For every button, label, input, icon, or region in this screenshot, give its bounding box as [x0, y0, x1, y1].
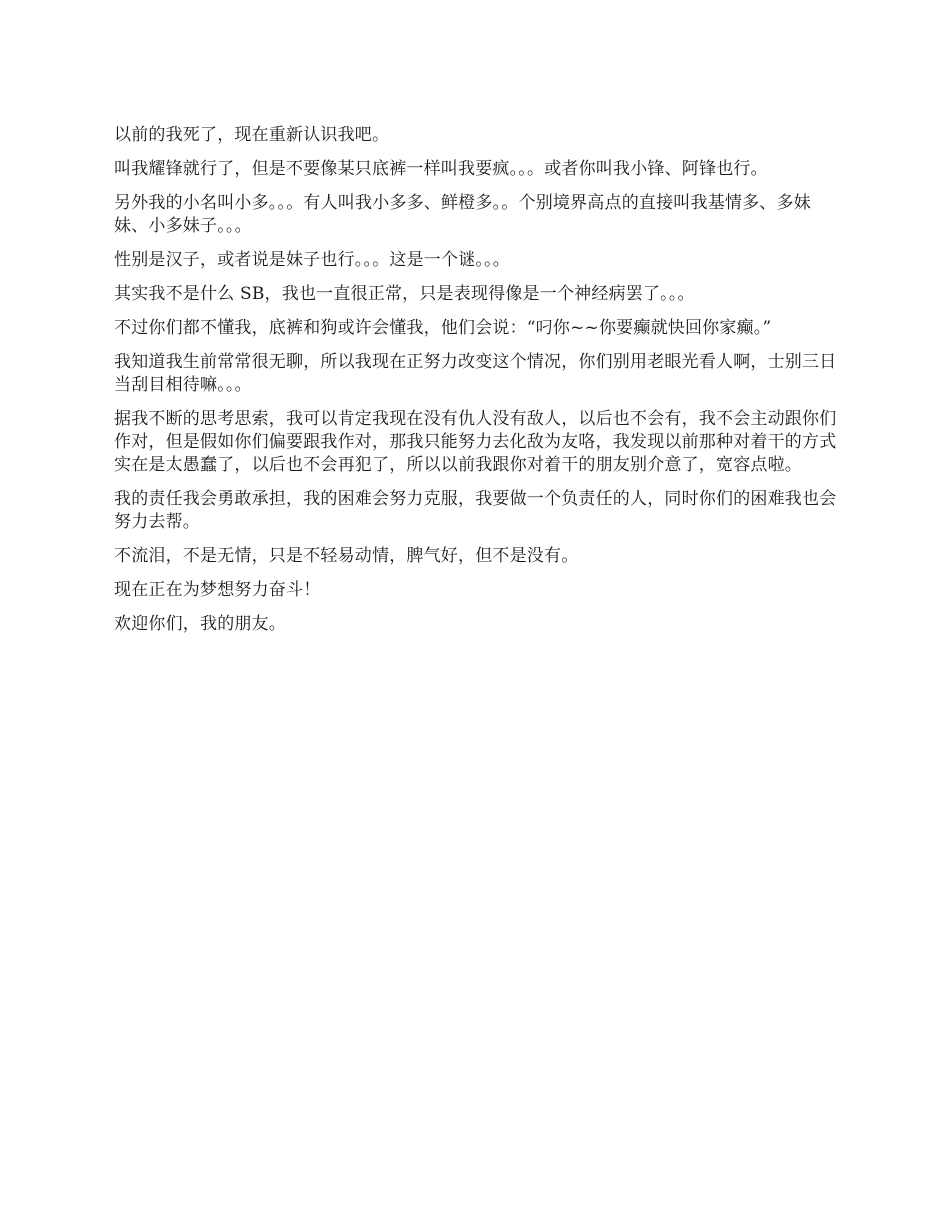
- paragraph: 以前的我死了，现在重新认识我吧。: [114, 125, 390, 145]
- paragraph: 欢迎你们，我的朋友。: [114, 614, 286, 634]
- paragraph: 现在正在为梦想努力奋斗！: [114, 580, 321, 600]
- paragraph: 其实我不是什么 SB，我也一直很正常，只是表现得像是一个神经病罢了。。。: [114, 284, 695, 304]
- paragraph: 另外我的小名叫小多。。。有人叫我小多多、鲜橙多。。个别境界高点的直接叫我基情多、多妹妹、小多妹子。。。: [114, 193, 811, 236]
- paragraph: 不过你们都不懂我，底裤和狗或许会懂我，他们会说：“叼你~~你要癫就快回你家癫。”: [114, 318, 772, 338]
- paragraph: 我的责任我会勇敢承担，我的困难会努力克服，我要做一个负责任的人，同时你们的困难我也会努力去帮。: [114, 489, 837, 532]
- paragraph: 据我不断的思考思索，我可以肯定我现在没有仇人没有敌人，以后也不会有，我不会主动跟你们作对，但是假如你们偏要跟我作对，那我只能努力去化敌为友咯，我发现以前那种对着干的方式实在是太愚蠢了，以后也不会再犯了，所以以前我跟你对着干的朋友别介意了，宽容点啦。: [114, 409, 837, 475]
- document-body: [114, 124, 844, 647]
- paragraph: 我知道我生前常常很无聊，所以我现在正努力改变这个情况，你们别用老眼光看人啊，士别三日当刮目相待嘛。。。: [114, 352, 837, 395]
- paragraph: 叫我耀锋就行了，但是不要像某只底裤一样叫我要疯。。。或者你叫我小锋、阿锋也行。: [114, 159, 768, 179]
- paragraph: 性别是汉子，或者说是妹子也行。。。这是一个谜。。。: [114, 250, 510, 270]
- paragraph: 不流泪，不是无情，只是不轻易动情，脾气好，但不是没有。: [114, 546, 579, 566]
